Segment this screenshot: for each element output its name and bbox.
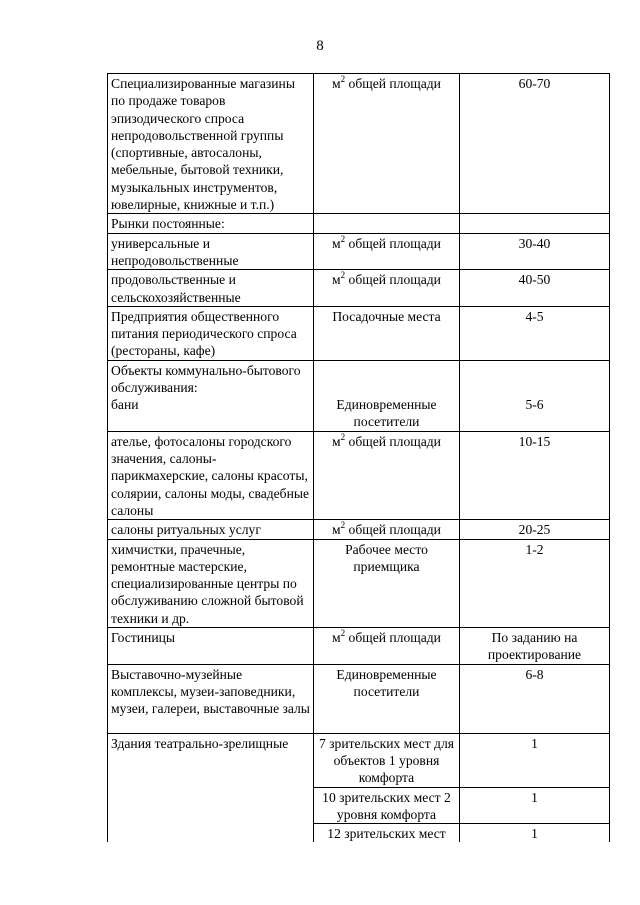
table-row <box>108 664 610 733</box>
unit-cell: Рабочее место приемщика <box>314 539 460 627</box>
unit-cell: Единовременные посетители <box>314 664 460 733</box>
value-cell: 1 <box>460 787 610 824</box>
table-row <box>108 539 610 627</box>
table-row <box>108 214 610 233</box>
unit-cell: 10 зрительских мест 2 уровня комфорта <box>314 787 460 824</box>
unit-base: м <box>332 433 341 449</box>
unit-superscript: 2 <box>340 74 346 84</box>
unit-base: м <box>332 522 341 538</box>
unit-superscript: 2 <box>340 270 346 281</box>
unit-rest: общей площади <box>345 433 441 449</box>
object-name-cell: химчистки, прачечные, ремонтные мастерские, специализированные центры по обслуживанию сложной бытовой техники и др. <box>108 539 314 627</box>
unit-rest: общей площади <box>345 76 441 91</box>
value-cell: 6-8 <box>460 664 610 733</box>
unit-cell <box>314 214 460 233</box>
unit-superscript: 2 <box>340 431 346 442</box>
unit-rest: общей площади <box>345 272 441 288</box>
unit-cell <box>314 270 460 307</box>
norms-table <box>107 73 610 842</box>
unit-cell: 12 зрительских мест <box>314 824 460 843</box>
object-name-cell: Рынки постоянные: <box>108 214 314 233</box>
object-name-cell: Гостиницы <box>108 628 314 665</box>
object-name-cell: Предприятия общественного питания периодического спроса (рестораны, кафе) <box>108 306 314 360</box>
unit-base: м <box>332 272 341 288</box>
object-name-cell: Здания театрально-зрелищные <box>108 733 314 842</box>
value-cell: По заданию на проектирование <box>460 628 610 665</box>
table-row <box>108 74 610 214</box>
unit-cell: 7 зрительских мест для объектов 1 уровня комфорта <box>314 733 460 787</box>
value-cell: 60-70 <box>460 74 610 214</box>
table-row <box>108 733 610 787</box>
value-cell: 40-50 <box>460 270 610 307</box>
unit-base: м <box>332 235 341 251</box>
object-name-cell: универсальные и непродовольственные <box>108 233 314 270</box>
unit-rest: общей площади <box>345 630 441 646</box>
object-name-cell: Выставочно-музейные комплексы, музеи-заповедники, музеи, галереи, выставочные залы <box>108 664 314 733</box>
object-name-cell: продовольственные и сельскохозяйственные <box>108 270 314 307</box>
unit-cell <box>314 520 460 539</box>
object-name-cell: Специализированные магазины по продаже товаров эпизодического спроса непродовольственной группы (спортивные, автосалоны, мебельные, бытовой техники, музыкальных инструментов, ювелирные, книжные и т.п.) <box>108 74 314 214</box>
value-cell: 4-5 <box>460 306 610 360</box>
value-cell: 5-6 <box>460 360 610 431</box>
unit-rest: общей площади <box>345 522 441 538</box>
unit-superscript: 2 <box>340 520 346 531</box>
value-cell: 20-25 <box>460 520 610 539</box>
unit-cell <box>314 233 460 270</box>
table-row <box>108 233 610 270</box>
unit-superscript: 2 <box>340 233 346 244</box>
unit-cell <box>314 74 460 214</box>
table-row <box>108 306 610 360</box>
unit-base: м <box>332 76 341 91</box>
table-row <box>108 360 610 431</box>
value-cell: 1-2 <box>460 539 610 627</box>
unit-base: м <box>332 630 341 646</box>
unit-superscript: 2 <box>340 628 346 639</box>
value-cell: 1 <box>460 824 610 843</box>
page-number: 8 <box>316 38 324 54</box>
value-cell: 1 <box>460 733 610 787</box>
value-cell: 30-40 <box>460 233 610 270</box>
group-heading: Объекты коммунально-бытового обслуживания: <box>111 362 301 396</box>
unit-cell: Единовременные посетители <box>314 360 460 431</box>
object-name-cell: салоны ритуальных услуг <box>108 520 314 539</box>
table-row <box>108 628 610 665</box>
table-row <box>108 431 610 519</box>
unit-cell: Посадочные места <box>314 306 460 360</box>
unit-cell <box>314 431 460 519</box>
table-row <box>108 520 610 539</box>
table-row <box>108 270 610 307</box>
object-name-cell: ателье, фотосалоны городского значения, салоны-парикмахерские, салоны красоты, солярии, салоны моды, свадебные салоны <box>108 431 314 519</box>
object-name-cell <box>108 360 314 431</box>
value-cell: 10-15 <box>460 431 610 519</box>
unit-rest: общей площади <box>345 235 441 251</box>
unit-cell <box>314 628 460 665</box>
value-cell <box>460 214 610 233</box>
object-name: бани <box>111 397 139 413</box>
